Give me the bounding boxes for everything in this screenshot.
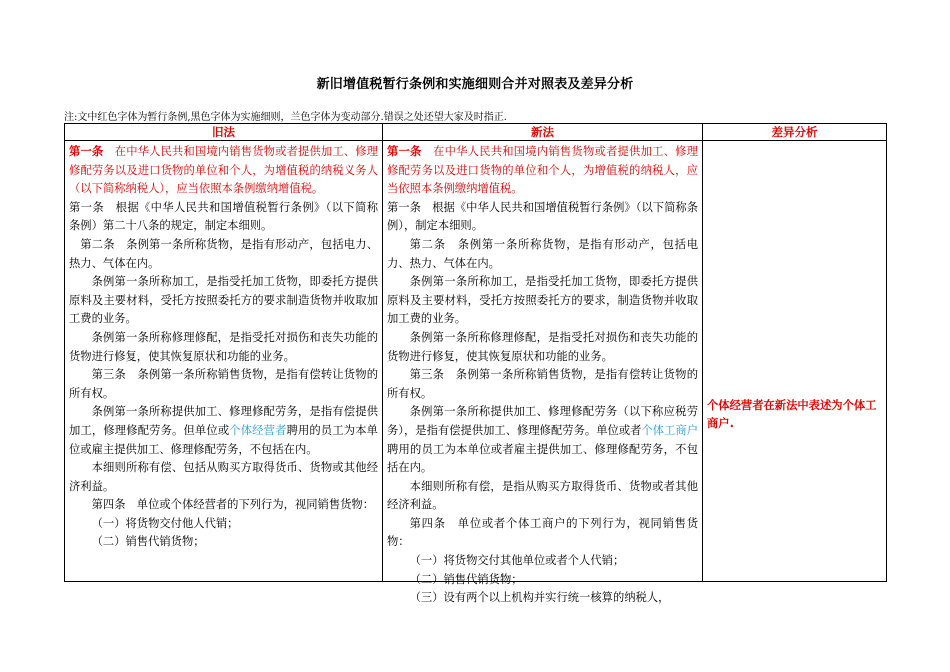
old-paragraph-text: 条例第一条所称提供加工、修理修配劳务，是指有偿提供加工，修理修配劳务。但单位或	[69, 405, 378, 437]
document-title: 新旧增值税暂行条例和实施细则合并对照表及差异分析	[316, 77, 634, 92]
old-paragraph: 第三条 条例第一条所称销售货物，是指有偿转让货物的所有权。	[69, 368, 378, 400]
old-paragraph: 第二条 条例第一条所称货物，是指有形动产，包括电力、热力、气体在内。	[69, 237, 378, 270]
old-paragraph: 第四条 单位或个体经营者的下列行为，视同销售货物：	[91, 498, 375, 512]
old-paragraph: 第一条 根据《中华人民共和国增值税暂行条例》（以下简称条例）第二十八条的规定，制定本细则。	[69, 200, 378, 233]
new-law-cell	[383, 141, 703, 605]
old-paragraph: 本细则所称有偿、包括从购买方取得货币、货物或其他经济利益。	[69, 461, 378, 493]
new-paragraph: 第一条 根据《中华人民共和国增值税暂行条例》（以下简称条例），制定本细则。	[387, 200, 698, 233]
new-paragraph: 本细则所称有偿，是指从购买方取得货币、货物或者其他经济利益。	[387, 479, 698, 512]
old-article-1-label: 第一条	[69, 145, 104, 158]
new-paragraph: 第四条 单位或者个体工商户的下列行为，视同销售货物：	[387, 516, 698, 549]
new-article-1-label: 第一条	[387, 145, 422, 158]
header-old-law: 旧法	[65, 124, 383, 141]
new-paragraph: 条例第一条所称加工，是指受托加工货物，即委托方提供原料及主要材料，受托方按照委托方的要求，制造货物并收取加工费的业务。	[387, 275, 698, 326]
old-paragraph	[69, 403, 378, 459]
header-difference-analysis: 差异分析	[703, 124, 887, 141]
document-note: 注:文中红色字体为暂行条例,黑色字体为实施细则，兰色字体为变动部分.错误之处还望大家及时指正.	[64, 112, 507, 123]
header-new-law: 新法	[383, 124, 703, 141]
old-paragraph: 条例第一条所称加工，是指受托加工货物，即委托方提供原料及主要材料，受托方按照委托方的要求制造货物并收取加工费的业务。	[69, 275, 378, 326]
new-paragraph: （三）设有两个以上机构并实行统一核算的纳税人，	[409, 591, 670, 605]
table-row	[65, 141, 887, 582]
old-changed-term: 个体经营者	[229, 423, 287, 437]
old-law-cell	[65, 141, 383, 582]
new-changed-term: 个体工商户	[641, 423, 698, 437]
difference-analysis-cell	[703, 141, 887, 582]
new-paragraph: 第二条 条例第一条所称货物，是指有形动产，包括电力、热力、气体在内。	[387, 237, 698, 270]
old-paragraph: （二）销售代销货物；	[91, 535, 205, 549]
difference-remark: 个体经营者在新法中表述为个体工商户.	[707, 399, 877, 430]
new-paragraph: 第三条 条例第一条所称销售货物，是指有偿转让货物的所有权。	[387, 368, 698, 400]
comparison-table	[64, 123, 887, 605]
old-article-1	[69, 143, 378, 199]
table-header-row	[65, 124, 887, 141]
new-article-1	[387, 143, 698, 199]
old-paragraph: （一）将货物交付他人代销；	[91, 516, 239, 530]
old-article-1-text: 在中华人民共和国境内销售货物或者提供加工、修理修配劳务以及进口货物的单位和个人，为增值税的纳税义务人（以下简称纳税人），应当依照本条例缴纳增值税。	[69, 145, 378, 196]
new-article-1-text: 在中华人民共和国境内销售货物或者提供加工、修理修配劳务以及进口货物的单位和个人，为增值税的纳税人，应当依照本条例缴纳增值税。	[387, 145, 698, 196]
new-paragraph-text: 聘用的员工为本单位或者雇主提供加工、修理修配劳务，不包括在内。	[387, 442, 698, 475]
old-paragraph: 条例第一条所称修理修配，是指受托对损伤和丧失功能的货物进行修复，使其恢复原状和功能的业务。	[69, 330, 378, 363]
new-paragraph-text: 条例第一条所称提供加工、修理修配劳务（以下称应税劳务），是指有偿提供加工、修理修配劳务。单位或者	[387, 405, 698, 437]
new-paragraph: （一）将货物交付其他单位或者个人代销；	[409, 554, 625, 568]
new-paragraph: （二）销售代销货物；	[409, 572, 523, 586]
old-paragraph-text: 聘用的员工为本单位或雇主提供加工、修理修配劳务，不包括在内。	[69, 423, 378, 456]
new-paragraph	[387, 403, 698, 477]
new-paragraph: 条例第一条所称修理修配，是指受托对损伤和丧失功能的货物进行修复，使其恢复原状和功能的业务。	[387, 330, 698, 363]
